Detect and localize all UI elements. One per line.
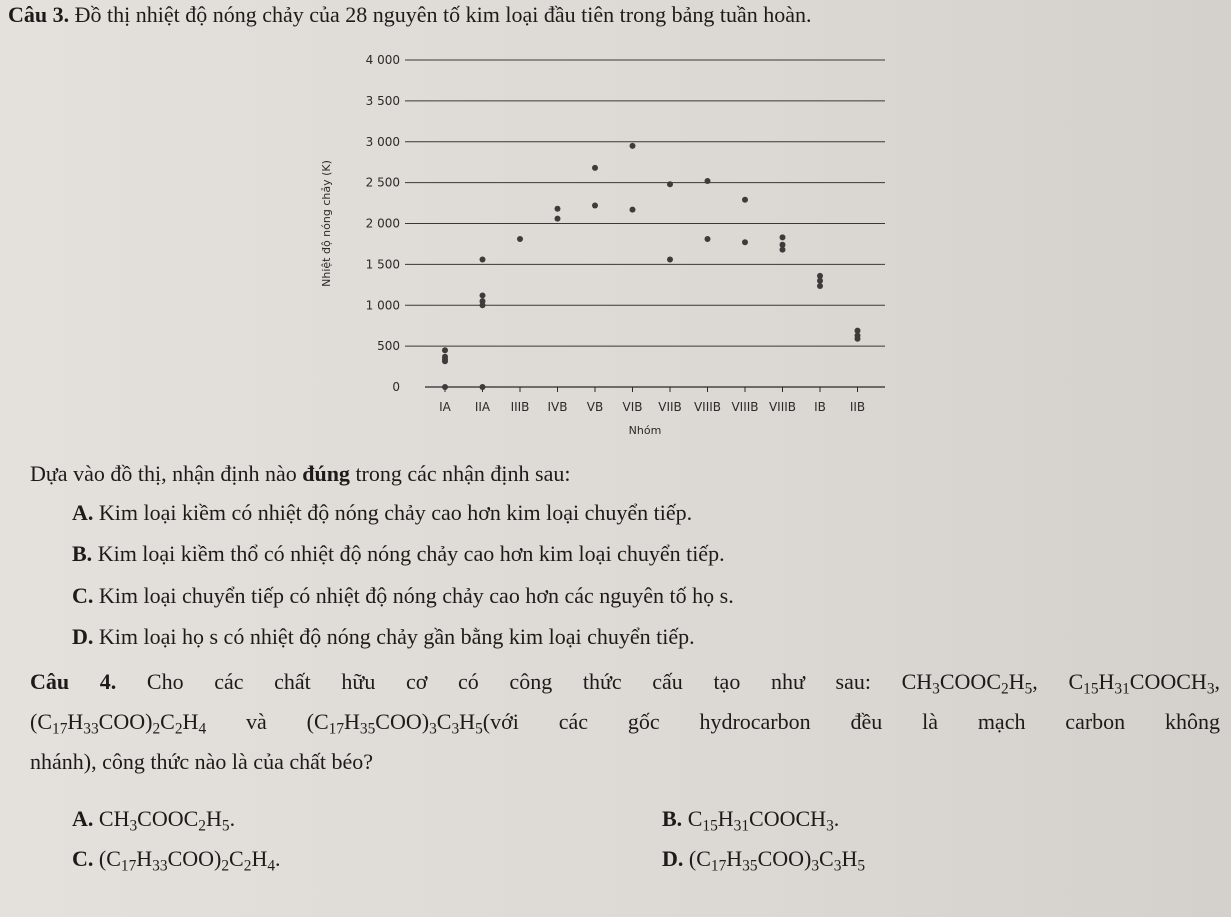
x-tick-label: VIIIB <box>693 400 722 414</box>
formula-glycol-dioleate: $(C_{17}H_{33}COO)_2C_2H_4$ <box>30 709 207 738</box>
data-point <box>442 347 448 353</box>
y-axis-title: Nhiệt độ nóng chảy (K) <box>320 160 333 287</box>
option-4a[interactable]: A. $CH_3COOC_2H_5$. <box>72 806 236 835</box>
data-point <box>592 165 598 171</box>
question-3-title <box>8 2 811 28</box>
question-4-line-3: nhánh), công thức nào là của chất béo? <box>30 749 373 774</box>
y-tick-label: 1 000 <box>365 298 400 313</box>
x-tick-label: IB <box>814 400 826 414</box>
data-point <box>630 207 636 213</box>
data-point <box>742 197 748 203</box>
data-point <box>480 256 486 262</box>
y-tick-label: 2 000 <box>365 216 400 231</box>
formula-methyl-palmitate: $C_{15}H_{31}COOCH_3$, <box>1068 669 1221 698</box>
data-point <box>780 247 786 253</box>
formula-ethyl-acetate: $CH_3COOC_2H_5$, <box>901 669 1038 698</box>
x-tick-label: VB <box>586 400 604 414</box>
x-tick-label: VIIIB <box>731 400 759 414</box>
option-3b[interactable]: B. Kim loại kiềm thổ có nhiệt độ nóng chảy cao hơn kim loại chuyển tiếp. <box>72 541 725 566</box>
data-point <box>592 203 598 209</box>
data-point <box>780 234 786 240</box>
x-axis-title: Nhóm <box>628 424 662 437</box>
question-3-prompt: Dựa vào đồ thị, nhận định nào đúng trong các nhận định sau: <box>30 461 571 486</box>
option-3d[interactable]: D. Kim loại họ s có nhiệt độ nóng chảy gần bằng kim loại chuyển tiếp. <box>72 624 695 649</box>
data-point <box>480 302 486 308</box>
option-4b[interactable]: B. $C_{15}H_{31}COOCH_3$. <box>662 806 840 835</box>
question-4-line-2: $(C_{17}H_{33}COO)_2C_2H_4$ và $(C_{17}H_{35}COO)_3C_3H_5(với$ các gốc hydrocarbon đều là mạch carbon không <box>30 709 1221 738</box>
x-tick-label: IA <box>439 400 451 414</box>
y-tick-label: 500 <box>377 339 400 354</box>
y-tick-label: 4 000 <box>365 53 400 67</box>
y-tick-label: 1 500 <box>365 257 400 272</box>
y-tick-label: 3 500 <box>365 93 400 108</box>
x-tick-label: IIIB <box>510 400 530 414</box>
x-tick-label: VIIB <box>658 400 682 414</box>
option-4d[interactable]: D. $(C_{17}H_{35}COO)_3C_3H_5$ <box>662 846 866 875</box>
data-point <box>442 358 448 364</box>
data-point <box>705 236 711 242</box>
data-point <box>742 239 748 245</box>
y-tick-label: 0 <box>392 380 400 394</box>
x-tick-label: VIB <box>622 400 643 414</box>
question-3-label: Câu 3. <box>8 2 70 27</box>
data-point <box>817 278 823 284</box>
formula-tristearin: $(C_{17}H_{35}COO)_3C_3H_5(với$ các gốc hydrocarbon đều là mạch carbon không <box>306 709 1221 738</box>
question-4-label: Câu 4. <box>30 669 117 694</box>
y-tick-label: 2 500 <box>365 175 400 190</box>
x-tick-label: IIB <box>849 400 866 414</box>
x-tick-label: IIA <box>474 400 491 414</box>
data-point <box>817 283 823 289</box>
data-point <box>855 336 861 342</box>
data-point <box>667 256 673 262</box>
melting-point-chart <box>310 40 900 440</box>
option-4c[interactable]: C. $(C_{17}H_{33}COO)_2C_2H_4$. <box>72 846 281 875</box>
x-tick-label: IVB <box>547 400 568 414</box>
option-3a[interactable]: A. Kim loại kiềm có nhiệt độ nóng chảy cao hơn kim loại chuyển tiếp. <box>72 500 693 525</box>
data-point <box>555 206 561 212</box>
data-point <box>480 292 486 298</box>
y-tick-label: 3 000 <box>365 134 400 149</box>
data-point <box>555 216 561 222</box>
x-tick-label: VIIIB <box>768 400 797 414</box>
data-point <box>480 384 486 390</box>
data-point <box>667 181 673 187</box>
question-3-text: Đồ thị nhiệt độ nóng chảy của 28 nguyên tố kim loại đầu tiên trong bảng tuần hoàn. <box>74 2 812 27</box>
data-point <box>442 384 448 390</box>
data-point <box>517 236 523 242</box>
data-point <box>705 178 711 184</box>
data-point <box>630 143 636 149</box>
option-3c[interactable]: C. Kim loại chuyển tiếp có nhiệt độ nóng chảy cao hơn các nguyên tố họ s. <box>72 583 734 608</box>
question-4-line-1: Câu 4. Cho các chất hữu cơ có công thức cấu tạo như sau: $CH_3COOC_2H_5$, $C_{15}H_{31}COOCH_3$, <box>30 669 1221 698</box>
